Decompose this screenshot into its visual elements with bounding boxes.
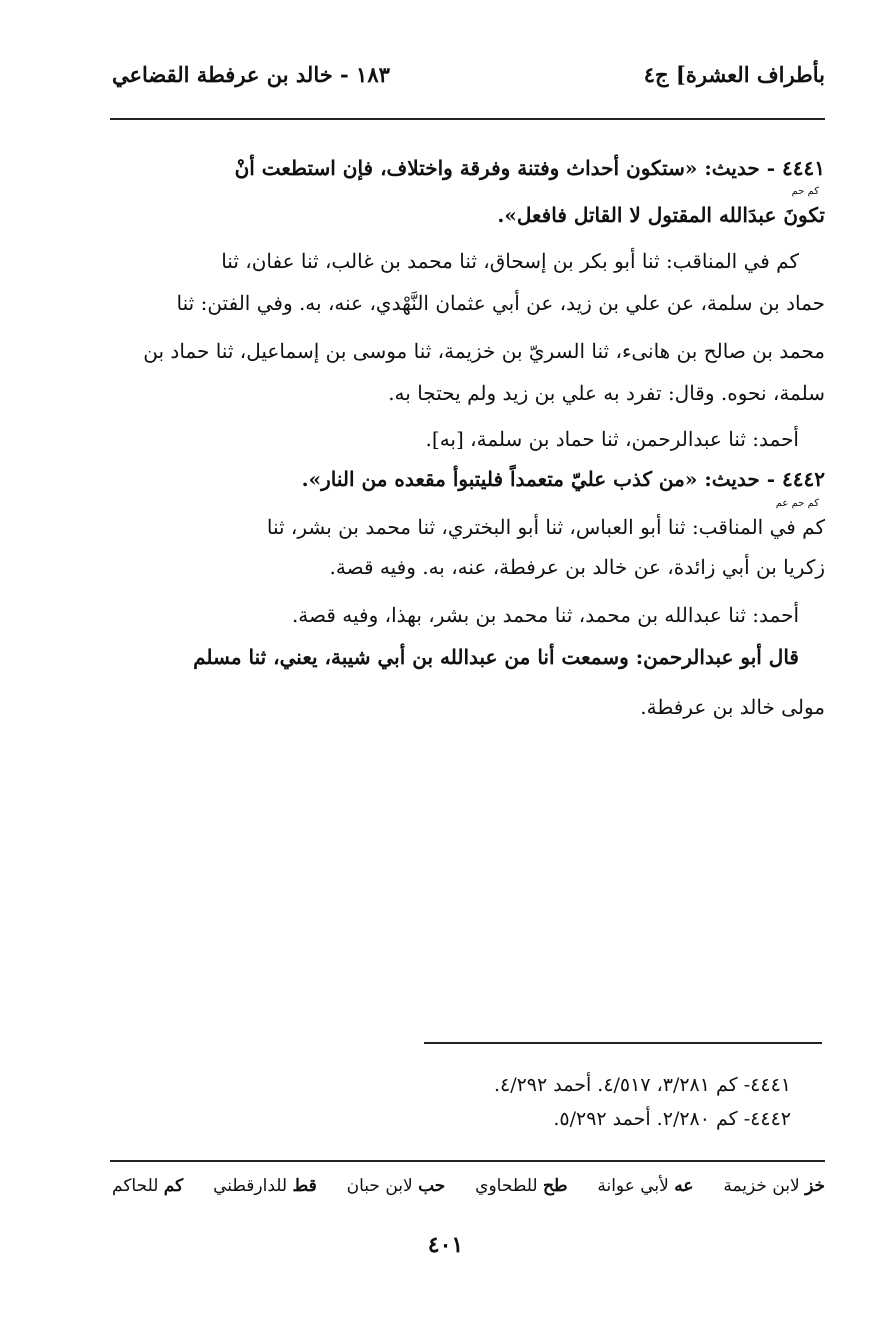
entry-heading-text: - حديث: «ستكون أحداث وفتنة وفرقة واختلاف، فإن استطعت أنْ <box>234 156 776 180</box>
abbreviation-name: لأبي عوانة <box>597 1176 669 1196</box>
abbreviation-code: كم <box>163 1176 184 1196</box>
entry-heading-text: - حديث: «من كذب عليّ متعمداً فليتبوأ مقعده من النار». <box>301 467 776 491</box>
hadith-entry <box>112 460 825 728</box>
header-section-title: ١٨٣ - خالد بن عرفطة القضاعي <box>112 62 390 87</box>
abbreviation-item <box>723 1176 825 1196</box>
page-number: ٤٠١ <box>427 1232 464 1258</box>
entry-number: ٤٤٤٢ <box>782 467 825 491</box>
abbreviation-item <box>597 1176 693 1196</box>
footnote-divider <box>424 1042 822 1044</box>
abbreviation-item <box>112 1176 183 1196</box>
abbreviation-code: حب <box>418 1176 446 1196</box>
text-line: قال أبو عبدالرحمن: وسمعت أنا من عبدالله بن أبي شيبة، يعني، ثنا مسلم <box>193 645 799 669</box>
source-sigla: كم حم عم <box>775 498 819 509</box>
ahmad-citation: أحمد: ثنا عبدالرحمن، ثنا حماد بن سلمة، [به]. <box>425 427 799 451</box>
main-text <box>112 150 825 728</box>
ahmad-citation: أحمد: ثنا عبدالله بن محمد، ثنا محمد بن بشر، بهذا، وفيه قصة. <box>291 603 799 627</box>
entry-heading <box>112 150 825 186</box>
abbreviation-name: للطحاوي <box>475 1176 538 1196</box>
hadith-entry <box>112 150 825 460</box>
abbreviation-item <box>347 1176 446 1196</box>
abbreviations-key <box>112 1176 825 1196</box>
footer-divider <box>110 1160 825 1162</box>
abbreviation-code: خز <box>805 1176 825 1196</box>
footnote: ٤٤٤١- كم ٣/٢٨١، ٤/٥١٧. أحمد ٤/٢٩٢. <box>493 1074 791 1096</box>
abbreviation-name: لابن حبان <box>346 1176 413 1196</box>
header-divider <box>110 118 825 120</box>
footnotes <box>200 1068 791 1136</box>
abbreviation-code: طح <box>542 1176 568 1196</box>
text-line: حماد بن سلمة، عن علي بن زيد، عن أبي عثمان النَّهْدي، عنه، به. وفي الفتن: ثنا <box>176 291 825 315</box>
entry-heading-continued: تكونَ عبدَالله المقتول لا القاتل فافعل». <box>497 203 825 227</box>
source-sigla: كم حم <box>791 186 819 197</box>
abbreviation-item <box>213 1176 317 1196</box>
text-line: كم في المناقب: ثنا أبو العباس، ثنا أبو البختري، ثنا محمد بن بشر، ثنا <box>266 515 825 539</box>
header-book-volume: بأطراف العشرة] ج٤ <box>643 62 825 87</box>
abbreviation-name: لابن خزيمة <box>723 1176 800 1196</box>
text-line: مولى خالد بن عرفطة. <box>640 695 825 719</box>
abbreviation-name: للحاكم <box>112 1176 159 1196</box>
entry-heading <box>112 460 825 498</box>
text-line: محمد بن صالح بن هانىء، ثنا السريّ بن خزيمة، ثنا موسى بن إسماعيل، ثنا حماد بن <box>143 339 825 363</box>
abbreviation-item <box>475 1176 567 1196</box>
text-line: سلمة، نحوه. وقال: تفرد به علي بن زيد ولم يحتجا به. <box>388 381 825 405</box>
abbreviation-code: عه <box>674 1176 694 1196</box>
abbreviation-name: للدارقطني <box>213 1176 288 1196</box>
footnote: ٤٤٤٢- كم ٢/٢٨٠. أحمد ٥/٢٩٢. <box>553 1108 791 1130</box>
text-line: كم في المناقب: ثنا أبو بكر بن إسحاق، ثنا محمد بن غالب، ثنا عفان، ثنا <box>221 249 799 273</box>
text-line: زكريا بن أبي زائدة، عن خالد بن عرفطة، عنه، به. وفيه قصة. <box>329 555 825 579</box>
running-header <box>112 62 825 87</box>
entry-number: ٤٤٤١ <box>782 156 825 180</box>
abbreviation-code: قط <box>292 1176 317 1196</box>
